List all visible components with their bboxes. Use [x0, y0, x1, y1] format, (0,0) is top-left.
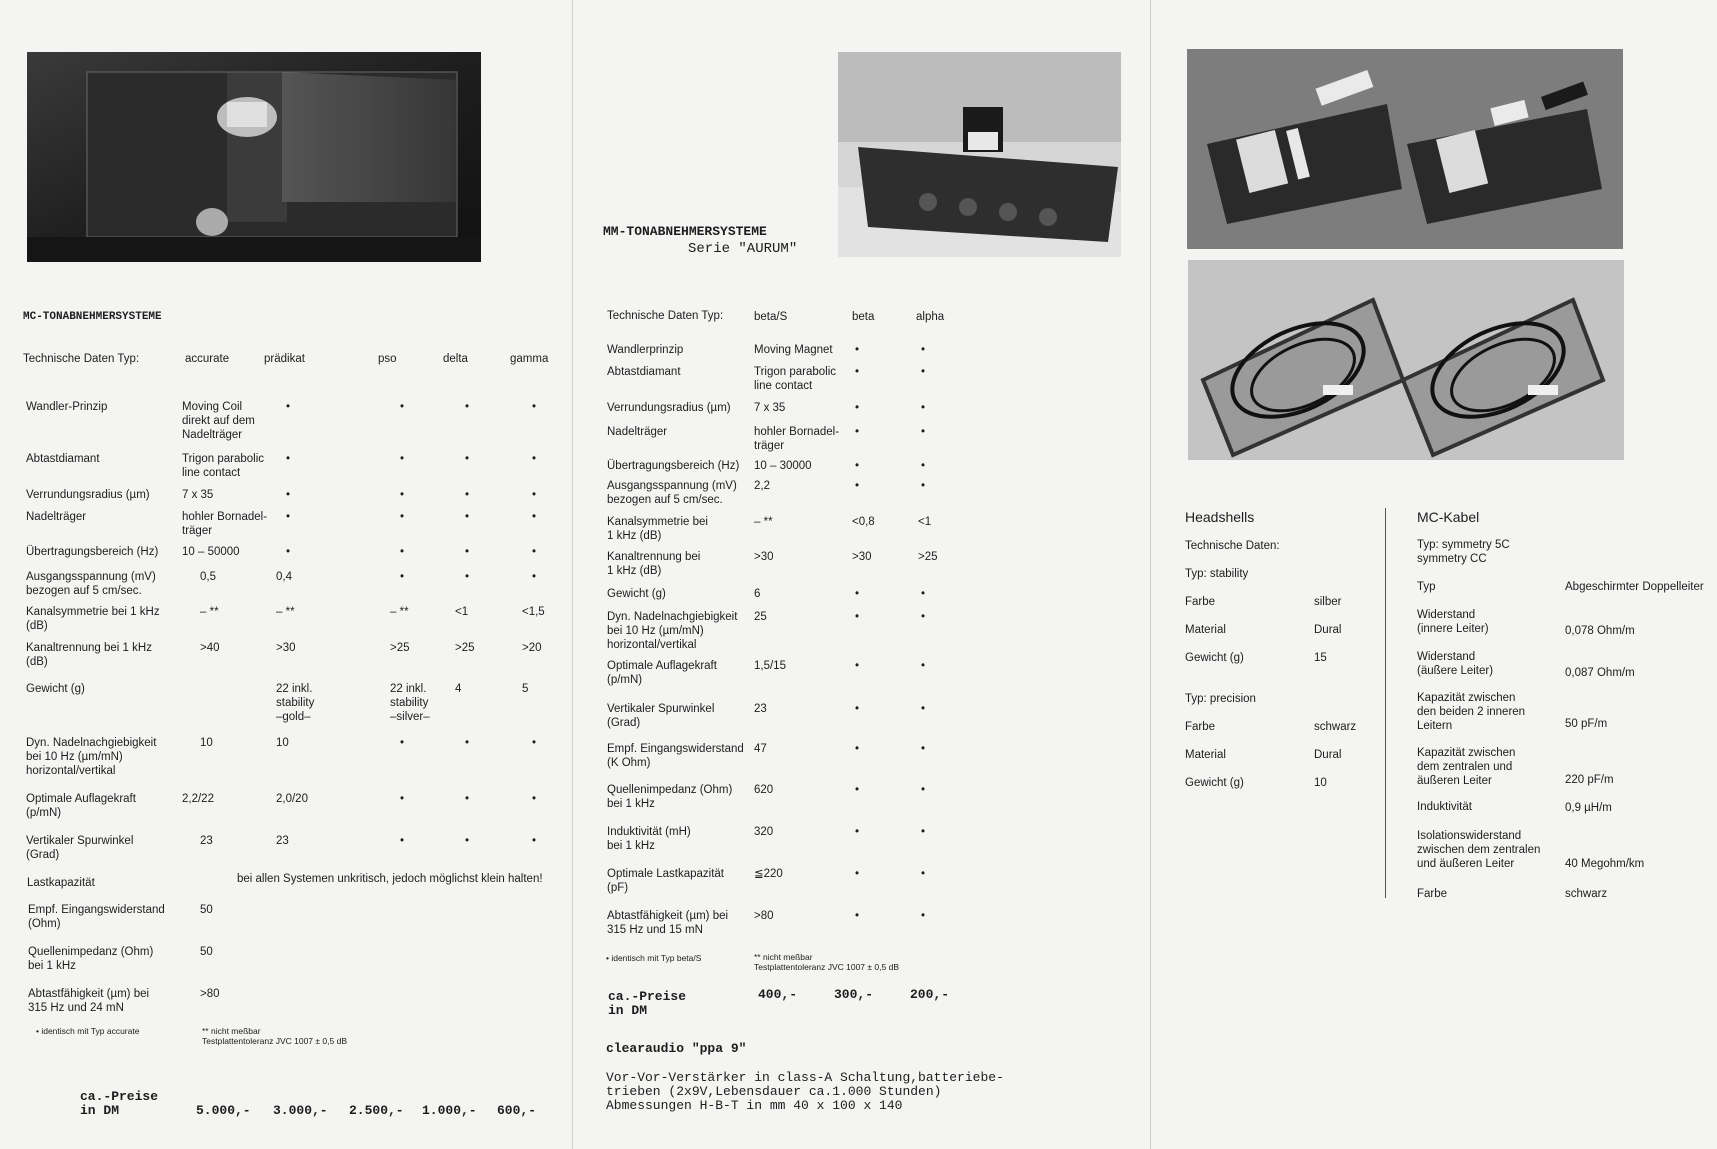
- mckabel-row-label: Typ: [1417, 581, 1436, 593]
- mm-cell: •: [855, 402, 860, 414]
- mm-cell: •: [921, 826, 926, 838]
- mm-row-label: Kanaltrennung bei 1 kHz (dB): [607, 551, 701, 577]
- mm-cell: •: [921, 910, 926, 922]
- mc-cell: 7 x 35: [182, 489, 214, 501]
- mm-cell: •: [855, 480, 860, 492]
- mckabel-title: MC-Kabel: [1417, 509, 1480, 525]
- mm-cell: 25: [754, 611, 767, 623]
- mc-cell: <1: [455, 606, 469, 618]
- mm-cell: •: [855, 588, 860, 600]
- mc-cell: •: [400, 835, 405, 847]
- mckabel-types: Typ: symmetry 5C symmetry CC: [1417, 539, 1510, 565]
- mc-tail-value: 50: [200, 904, 213, 916]
- mc-title: MC-TONABNEHMERSYSTEME: [23, 311, 162, 323]
- mc-lastkapazitaet-label: Lastkapazität: [27, 877, 95, 889]
- mc-cell: 4: [455, 683, 462, 695]
- headshell-row-value: 10: [1314, 777, 1327, 789]
- mc-price-label: ca.-Preise in DM: [80, 1089, 159, 1118]
- mckabel-row-label: Kapazität zwischen den beiden 2 inneren Leitern: [1417, 692, 1526, 732]
- mm-row-label: Übertragungsbereich (Hz): [607, 460, 740, 472]
- mm-cell: 10 – 30000: [754, 460, 812, 472]
- mm-cell: >30: [754, 551, 774, 563]
- mc-cell: •: [400, 571, 405, 583]
- mm-cell: ≦220: [754, 868, 783, 880]
- mm-cell: •: [855, 784, 860, 796]
- mm-cell: 620: [754, 784, 774, 796]
- headshell-row-label: Farbe: [1185, 721, 1216, 733]
- mc-cell: •: [532, 401, 537, 413]
- headshell-type: Typ: precision: [1185, 693, 1256, 705]
- mm-row-label: Dyn. Nadelnachgiebigkeit bei 10 Hz (µm/mN) horizontal/vertikal: [607, 611, 738, 651]
- mc-cell: •: [400, 793, 405, 805]
- headshell-row-label: Material: [1185, 624, 1226, 636]
- mm-type-0: beta/S: [754, 311, 788, 323]
- mm-cell: •: [855, 743, 860, 755]
- mc-type-4: gamma: [510, 353, 549, 365]
- ppa-description: Vor-Vor-Verstärker in class-A Schaltung,batteriebe- trieben (2x9V,Lebensdauer ca.1.000 Stunden) Abmessungen H-B-T in mm 40 x 100 x 140: [606, 1070, 1004, 1113]
- mc-tail-value: 50: [200, 946, 213, 958]
- mc-price: 3.000,-: [273, 1103, 328, 1118]
- mc-price: 600,-: [497, 1103, 537, 1118]
- mm-price: 400,-: [758, 987, 798, 1002]
- mm-type-2: alpha: [916, 311, 945, 323]
- mc-footnote-identisch: • identisch mit Typ accurate: [36, 1026, 140, 1036]
- mm-cell: •: [921, 660, 926, 672]
- mc-cell: Trigon parabolic line contact: [182, 453, 265, 479]
- mc-type-1: prädikat: [264, 353, 305, 365]
- mc-cell: •: [532, 793, 537, 805]
- mckabel-row-label: Induktivität: [1417, 801, 1472, 813]
- mc-cell: •: [465, 571, 470, 583]
- mm-cell: •: [921, 784, 926, 796]
- mc-price: 1.000,-: [422, 1103, 477, 1118]
- mm-cell: •: [921, 426, 926, 438]
- mckabel-row-value: Abgeschirmter Doppelleiter: [1565, 581, 1704, 593]
- mc-cell: – **: [276, 606, 295, 618]
- mc-row-label: Wandler-Prinzip: [26, 401, 108, 413]
- mm-cell: Trigon parabolic line contact: [754, 366, 837, 392]
- mm-header-label: Technische Daten Typ:: [607, 310, 724, 322]
- mc-cell: 2,0/20: [276, 793, 308, 805]
- mc-cell: •: [286, 511, 291, 523]
- mm-row-label: Verrundungsradius (µm): [607, 402, 731, 414]
- mckabel-row-value: 0,9 µH/m: [1565, 802, 1612, 814]
- mckabel-row-value: 0,078 Ohm/m: [1565, 625, 1635, 637]
- mc-cell: •: [532, 453, 537, 465]
- mckabel-row-value: schwarz: [1565, 888, 1608, 900]
- mm-cell: 47: [754, 743, 767, 755]
- fold-line-right: [1150, 0, 1151, 1149]
- mc-cell: •: [400, 511, 405, 523]
- mc-cell: – **: [200, 606, 219, 618]
- mckabel-row-label: Widerstand (äußere Leiter): [1417, 651, 1494, 677]
- column-divider: [1385, 508, 1386, 898]
- photo-mc-cables: [1188, 260, 1624, 460]
- mm-cell: <1: [918, 516, 932, 528]
- mckabel-row-label: Isolationswiderstand zwischen dem zentralen und äußeren Leiter: [1417, 830, 1541, 870]
- mm-cell: 320: [754, 826, 774, 838]
- mc-cell: 10: [200, 737, 213, 749]
- mm-cell: •: [855, 366, 860, 378]
- mc-tail-value: >80: [200, 988, 220, 1000]
- mm-cell: 2,2: [754, 480, 770, 492]
- mm-cell: •: [921, 868, 926, 880]
- mc-cell: 23: [200, 835, 213, 847]
- mc-row-label: Dyn. Nadelnachgiebigkeit bei 10 Hz (µm/mN) horizontal/vertikal: [26, 737, 157, 777]
- mm-cell: •: [921, 703, 926, 715]
- mckabel-row-value: 220 pF/m: [1565, 774, 1614, 786]
- mm-cell: •: [855, 868, 860, 880]
- mc-row-label: Gewicht (g): [26, 683, 85, 695]
- mc-cell: >40: [200, 642, 220, 654]
- mm-cell: •: [855, 910, 860, 922]
- mc-cell: •: [532, 835, 537, 847]
- mc-cell: •: [465, 546, 470, 558]
- mm-cell: •: [855, 460, 860, 472]
- mc-cell: >30: [276, 642, 296, 654]
- fold-line-left: [572, 0, 573, 1149]
- mm-row-label: Abtastfähigkeit (µm) bei 315 Hz und 15 mN: [607, 910, 729, 936]
- photo-headshell-cases: [1187, 49, 1623, 249]
- mc-cell: 22 inkl. stability –silver–: [390, 683, 430, 723]
- mm-row-label: Optimale Lastkapazität (pF): [607, 868, 724, 894]
- mc-cell: hohler Bornadel- träger: [182, 511, 268, 537]
- mc-cell: •: [286, 453, 291, 465]
- mc-cell: •: [286, 546, 291, 558]
- mc-cell: <1,5: [522, 606, 545, 618]
- mm-type-1: beta: [852, 311, 875, 323]
- mm-cell: 23: [754, 703, 767, 715]
- mc-row-label: Nadelträger: [26, 511, 87, 523]
- mm-cell: •: [921, 344, 926, 356]
- photo-mm-cartridge-on-tonearm: [838, 52, 1121, 257]
- mc-cell: 23: [276, 835, 289, 847]
- mckabel-row-value: 40 Megohm/km: [1565, 858, 1645, 870]
- mm-row-label: Nadelträger: [607, 426, 668, 438]
- mm-row-label: Empf. Eingangswiderstand (K Ohm): [607, 743, 744, 769]
- mc-cell: •: [532, 511, 537, 523]
- mc-cell: •: [465, 453, 470, 465]
- mm-cell: •: [921, 366, 926, 378]
- mc-cell: •: [532, 571, 537, 583]
- mc-row-label: Übertragungsbereich (Hz): [26, 546, 159, 558]
- mm-cell: hohler Bornadel- träger: [754, 426, 840, 452]
- mc-footnote-nicht-messbar: ** nicht meßbar Testplattentoleranz JVC 1007 ± 0,5 dB: [202, 1026, 348, 1046]
- mm-cell: •: [921, 743, 926, 755]
- mckabel-row-value: 50 pF/m: [1565, 718, 1608, 730]
- mm-cell: >80: [754, 910, 774, 922]
- mm-cell: >30: [852, 551, 872, 563]
- mc-row-label: Kanaltrennung bei 1 kHz (dB): [26, 642, 152, 668]
- mm-cell: •: [921, 402, 926, 414]
- mm-cell: •: [855, 826, 860, 838]
- mckabel-row-label: Farbe: [1417, 888, 1448, 900]
- mm-footnote-identisch: • identisch mit Typ beta/S: [606, 953, 702, 963]
- mc-cell: •: [400, 489, 405, 501]
- mc-type-0: accurate: [185, 353, 230, 365]
- headshell-row-value: schwarz: [1314, 721, 1357, 733]
- mc-row-label: Ausgangsspannung (mV) bezogen auf 5 cm/sec.: [26, 571, 156, 597]
- mc-cell: •: [465, 511, 470, 523]
- mc-cell: •: [532, 737, 537, 749]
- mm-price: 300,-: [834, 987, 874, 1002]
- mc-cell: •: [286, 401, 291, 413]
- mm-cell: 1,5/15: [754, 660, 786, 672]
- mckabel-row-label: Widerstand (innere Leiter): [1417, 609, 1489, 635]
- mc-row-label: Verrundungsradius (µm): [26, 489, 150, 501]
- mc-row-label: Kanalsymmetrie bei 1 kHz (dB): [26, 606, 160, 632]
- mm-cell: •: [921, 480, 926, 492]
- mc-type-2: pso: [378, 353, 397, 365]
- mm-row-label: Wandlerprinzip: [607, 344, 684, 356]
- mm-cell: •: [921, 460, 926, 472]
- headshells-subtitle: Technische Daten:: [1185, 540, 1280, 552]
- mc-cell: •: [400, 737, 405, 749]
- mc-cell: •: [532, 546, 537, 558]
- mm-cell: •: [855, 426, 860, 438]
- headshell-row-value: silber: [1314, 596, 1342, 608]
- mc-cell: >25: [390, 642, 410, 654]
- mm-cell: •: [855, 344, 860, 356]
- mc-row-label: Abtastdiamant: [26, 453, 100, 465]
- headshell-type: Typ: stability: [1185, 568, 1249, 580]
- mc-cell: •: [465, 737, 470, 749]
- mc-cell: – **: [390, 606, 409, 618]
- mc-cell: •: [465, 835, 470, 847]
- mc-cell: 2,2/22: [182, 793, 214, 805]
- mc-cell: 0,4: [276, 571, 292, 583]
- headshell-row-value: 15: [1314, 652, 1327, 664]
- mc-cell: Moving Coil direkt auf dem Nadelträger: [182, 401, 255, 441]
- mc-tail-label: Abtastfähigkeit (µm) bei 315 Hz und 24 mN: [28, 988, 150, 1014]
- mc-lastkapazitaet-text: bei allen Systemen unkritisch, jedoch möglichst klein halten!: [237, 873, 543, 885]
- mc-cell: >20: [522, 642, 542, 654]
- mm-series-title: [688, 242, 797, 256]
- mc-cell: •: [400, 401, 405, 413]
- mc-cell: 5: [522, 683, 529, 695]
- ppa-title: clearaudio "ppa 9": [606, 1041, 747, 1056]
- mm-title: MM-TONABNEHMERSYSTEME: [603, 224, 767, 239]
- mc-cell: •: [400, 453, 405, 465]
- mc-tail-label: Empf. Eingangswiderstand (Ohm): [28, 904, 165, 930]
- mm-cell: Moving Magnet: [754, 344, 833, 356]
- mm-row-label: Optimale Auflagekraft (p/mN): [607, 660, 717, 686]
- mckabel-row-value: 0,087 Ohm/m: [1565, 667, 1635, 679]
- mc-cell: •: [532, 489, 537, 501]
- mc-cell: 10 – 50000: [182, 546, 240, 558]
- mm-price-label: ca.-Preise in DM: [608, 989, 687, 1018]
- mc-row-label: Optimale Auflagekraft (p/mN): [26, 793, 136, 819]
- mm-cell: 6: [754, 588, 761, 600]
- mm-row-label: Ausgangsspannung (mV) bezogen auf 5 cm/sec.: [607, 480, 737, 506]
- headshell-row-value: Dural: [1314, 749, 1342, 761]
- mc-tail-label: Quellenimpedanz (Ohm) bei 1 kHz: [28, 946, 154, 972]
- mm-cell: •: [855, 611, 860, 623]
- mc-price: 5.000,-: [196, 1103, 251, 1118]
- mc-cell: 22 inkl. stability –gold–: [276, 683, 315, 723]
- mm-cell: >25: [918, 551, 938, 563]
- headshell-row-value: Dural: [1314, 624, 1342, 636]
- mm-footnote-nicht-messbar: ** nicht meßbar Testplattentoleranz JVC 1007 ± 0,5 dB: [754, 952, 900, 972]
- mc-price: 2.500,-: [349, 1103, 404, 1118]
- mm-cell: •: [855, 703, 860, 715]
- headshell-row-label: Gewicht (g): [1185, 652, 1244, 664]
- mm-price: 200,-: [910, 987, 950, 1002]
- mc-cell: •: [465, 489, 470, 501]
- mm-row-label: Abtastdiamant: [607, 366, 681, 378]
- mc-type-3: delta: [443, 353, 468, 365]
- headshell-row-label: Gewicht (g): [1185, 777, 1244, 789]
- headshells-title: Headshells: [1185, 509, 1255, 525]
- mc-cell: •: [465, 401, 470, 413]
- mc-cell: •: [465, 793, 470, 805]
- mm-row-label: Vertikaler Spurwinkel (Grad): [607, 703, 715, 729]
- photo-mc-cartridge-display: [27, 52, 481, 262]
- mc-row-label: Vertikaler Spurwinkel (Grad): [26, 835, 134, 861]
- mm-cell: •: [855, 660, 860, 672]
- mm-cell: •: [921, 588, 926, 600]
- mc-cell: 10: [276, 737, 289, 749]
- mc-cell: •: [400, 546, 405, 558]
- mc-cell: •: [286, 489, 291, 501]
- mc-cell: >25: [455, 642, 475, 654]
- mm-cell: <0,8: [852, 516, 875, 528]
- mc-header-label: Technische Daten Typ:: [23, 353, 140, 365]
- mm-series-text: Serie "AURUM": [688, 241, 798, 257]
- mm-row-label: Gewicht (g): [607, 588, 666, 600]
- mm-row-label: Kanalsymmetrie bei 1 kHz (dB): [607, 516, 708, 542]
- mckabel-row-label: Kapazität zwischen dem zentralen und äußeren Leiter: [1417, 747, 1516, 787]
- mm-cell: – **: [754, 516, 773, 528]
- mm-row-label: Induktivität (mH) bei 1 kHz: [607, 826, 691, 852]
- mm-row-label: Quellenimpedanz (Ohm) bei 1 kHz: [607, 784, 733, 810]
- headshell-row-label: Material: [1185, 749, 1226, 761]
- headshell-row-label: Farbe: [1185, 596, 1216, 608]
- mm-cell: 7 x 35: [754, 402, 786, 414]
- mm-cell: •: [921, 611, 926, 623]
- mc-cell: 0,5: [200, 571, 216, 583]
